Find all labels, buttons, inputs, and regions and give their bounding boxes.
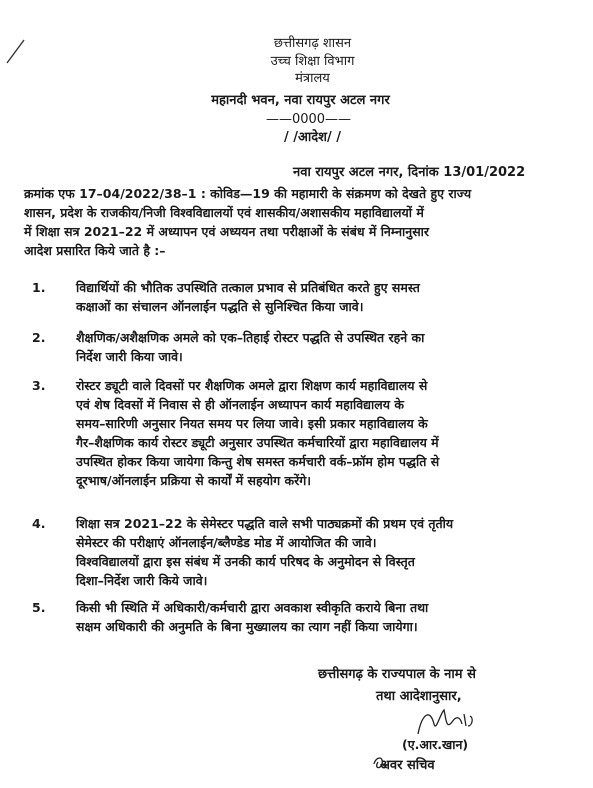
header-separator: ——0000——	[265, 112, 352, 127]
item-number: 1.	[32, 280, 46, 295]
place-date-line: नवा रायपुर अटल नगर, दिनांक 13/01/2022	[293, 165, 526, 180]
item-line: शिक्षा सत्र 2021–22 के सेमेस्टर पद्धति वाले सभी पाठ्यक्रमों की प्रथम एवं तृतीय	[76, 516, 454, 531]
item-number: 4.	[32, 516, 46, 531]
item-line: निर्देश जारी किया जावे।	[76, 349, 183, 364]
preamble-paragraph	[24, 184, 584, 260]
item-line: गैर–शैक्षणिक कार्य रोस्टर ड्यूटी अनुसार उपस्थित कर्मचारियों द्वारा महाविद्यालय में	[76, 435, 439, 450]
item-line: उपस्थित होकर किया जायेगा किन्तु शेष समस्त कर्मचारी वर्क–फ्रॉम होम पद्धति से	[76, 454, 440, 469]
item-line: सक्षम अधिकारी की अनुमति के बिना मुख्यालय का त्याग नहीं किया जायेगा।	[76, 619, 418, 634]
header-department: उच्च शिक्षा विभाग	[270, 54, 355, 69]
officer-name: (ए.आर.खान)	[402, 737, 469, 752]
item-line: किसी भी स्थिति में अधिकारी/कर्मचारी द्वारा अवकाश स्वीकृति कराये बिना तथा	[76, 600, 429, 615]
item-line: शैक्षणिक/अशैक्षणिक अमले को एक–तिहाई रोस्टर पद्धति से उपस्थित रहने का	[76, 330, 425, 345]
preamble-line: शासन, प्रदेश के राजकीय/निजी विश्वविद्यालयों एवं शासकीय/अशासकीय महाविद्यालयों में	[24, 205, 424, 220]
header-order-title: / /आदेश/ /	[283, 130, 342, 145]
item-line: रोस्टर ड्यूटी वाले दिवसों पर शैक्षणिक अमले द्वारा शिक्षण कार्य महाविद्यालय से	[76, 378, 428, 393]
item-line: दिशा–निर्देश जारी किये जावे।	[76, 573, 208, 588]
item-number: 2.	[32, 330, 46, 345]
item-line: सेमेस्टर की परीक्षाएं ऑनलाईन/ब्लैण्डेड मोड में आयोजित की जावे।	[76, 535, 377, 550]
item-line: समय–सारिणी अनुसार नियत समय पर लिया जावे। इसी प्रकार महाविद्यालय के	[76, 416, 428, 431]
header-address: महानदी भवन, नवा रायपुर अटल नगर	[211, 93, 390, 108]
header-ministry: मंत्रालय	[295, 71, 330, 86]
signature-order-line: तथा आदेशानुसार,	[376, 689, 462, 704]
item-line: विद्यार्थियों की भौतिक उपस्थिति तत्काल प्रभाव से प्रतिबंधित करते हुए समस्त	[76, 280, 420, 295]
item-number: 5.	[32, 600, 46, 615]
preamble-line: में शिक्षा सत्र 2021–22 में अध्यापन एवं अध्ययन तथा परीक्षाओं के संबंध में निम्नानुसार	[24, 224, 429, 239]
preamble-line: क्रमांक एफ 17–04/2022/38–1 : कोविड—19 की महामारी के संक्रमण को देखते हुए राज्य	[24, 186, 472, 201]
item-line: विश्वविद्यालयों द्वारा इस संबंध में उनकी कार्य परिषद के अनुमोदन से विस्तृत	[76, 554, 415, 569]
header-government: छत्तीसगढ़ शासन	[273, 36, 352, 51]
signature-authority-line: छत्तीसगढ़ के राज्यपाल के नाम से	[318, 667, 476, 682]
officer-designation: अवर सचिव	[380, 758, 435, 773]
item-line: दूरभाष/ऑनलाईन प्रक्रिया से कार्यों में सहयोग करेंगे।	[76, 473, 311, 488]
item-number: 3.	[32, 378, 46, 393]
preamble-line: आदेश प्रसारित किये जाते है :–	[24, 243, 166, 258]
item-line: कक्षाओं का संचालन ऑनलाईन पद्धति से सुनिश्चित किया जावे।	[76, 299, 364, 314]
item-line: एवं शेष दिवसों में निवास से ही ऑनलाईन अध्यापन कार्य महाविद्यालय के	[76, 397, 404, 412]
